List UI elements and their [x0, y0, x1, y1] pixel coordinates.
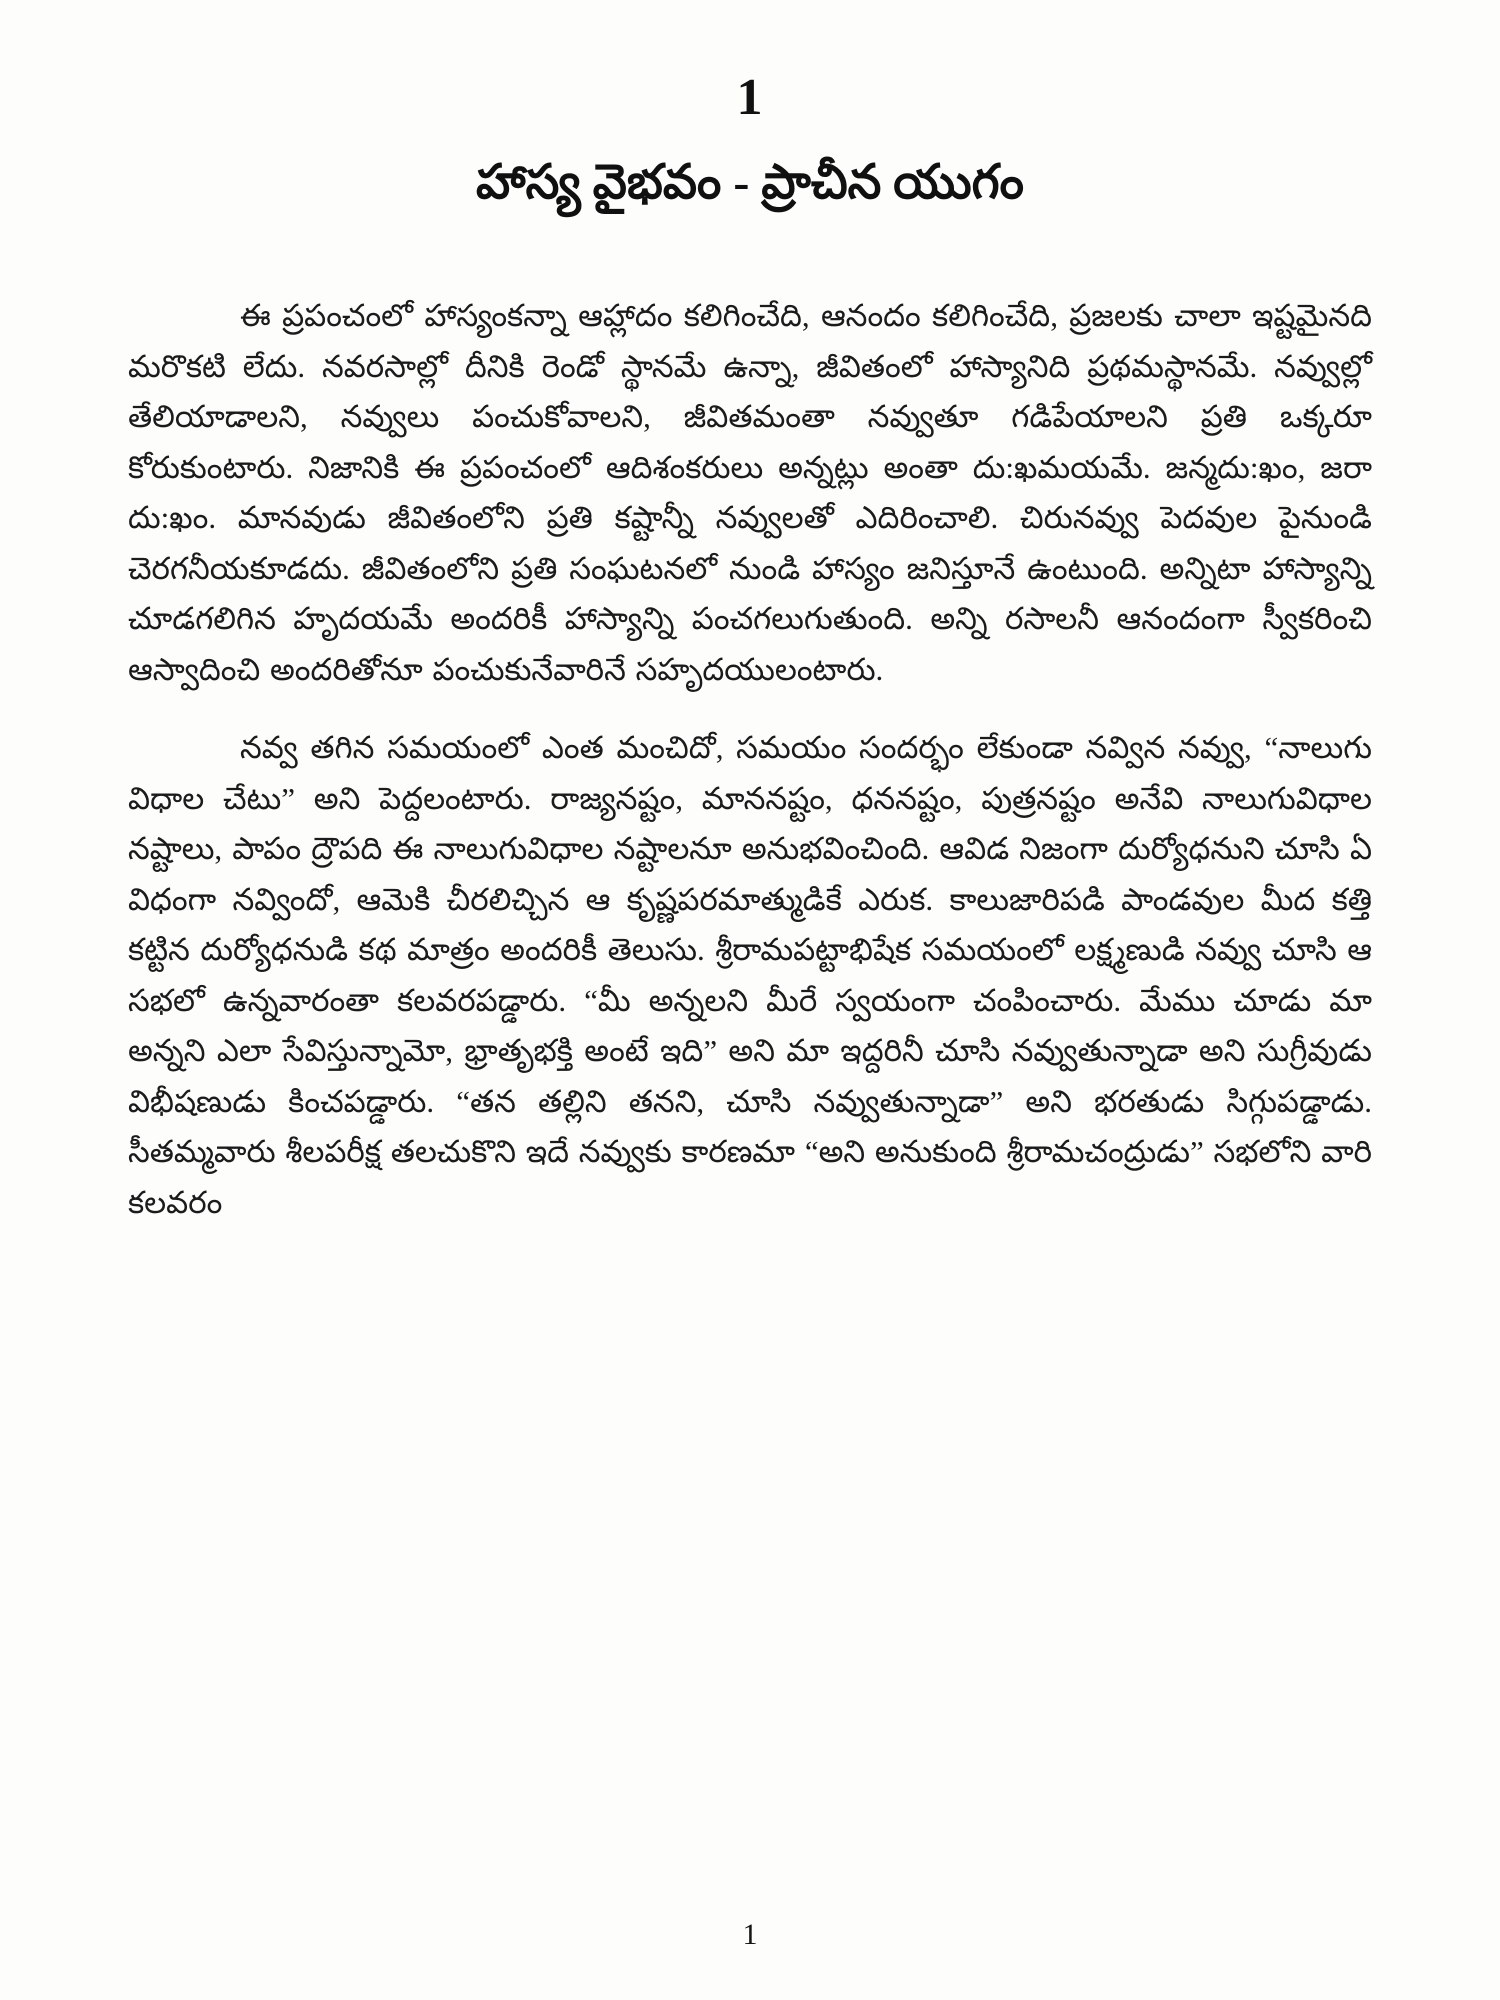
page-number: 1 [742, 1918, 758, 1951]
page-body [128, 291, 1372, 1228]
chapter-title: హాస్య వైభవం - ప్రాచీన యుగం [476, 156, 1024, 209]
paragraph-1: ఈ ప్రపంచంలో హాస్యంకన్నా ఆహ్లాదం కలిగించేది, ఆనందం కలిగించేది, ప్రజలకు చాలా ఇష్టమైనది మరొకటి లేదు. నవరసాల్లో దీనికి రెండో స్థానమే ఉన్నా, జీవితంలో హాస్యానిది ప్రథమస్థానమే. నవ్వుల్లో తేలియాడాలని, నవ్వులు పంచుకోవాలని, జీవితమంతా నవ్వుతూ గడిపేయాలని ప్రతి ఒక్కరూ కోరుకుంటారు. నిజానికి ఈ ప్రపంచంలో ఆదిశంకరులు అన్నట్లు అంతా దు:ఖమయమే. జన్మదు:ఖం, జరా దు:ఖం. మానవుడు జీవితంలోని ప్రతి కష్టాన్నీ నవ్వులతో ఎదిరించాలి. చిరునవ్వు పెదవుల పైనుండి చెరగనీయకూడదు. జీవితంలోని ప్రతి సంఘటనలో నుండి హాస్యం జనిస్తూనే ఉంటుంది. అన్నిటా హాస్యాన్ని చూడగలిగిన హృదయమే అందరికీ హాస్యాన్ని పంచగలుగుతుంది. అన్ని రసాలనీ ఆనందంగా స్వీకరించి ఆస్వాదించి అందరితోనూ పంచుకునేవారినే సహృదయులంటారు. [128, 298, 1372, 687]
chapter-number: 1 [736, 69, 764, 126]
paragraph-2: నవ్వ తగిన సమయంలో ఎంత మంచిదో, సమయం సందర్భం లేకుండా నవ్విన నవ్వు, “నాలుగు విధాల చేటు” అని పెద్దలంటారు. రాజ్యనష్టం, మాననష్టం, ధననష్టం, పుత్రనష్టం అనేవి నాలుగువిధాల నష్టాలు, పాపం ద్రౌపది ఈ నాలుగువిధాల నష్టాలనూ అనుభవించింది. ఆవిడ నిజంగా దుర్యోధనుని చూసి ఏ విధంగా నవ్విందో, ఆమెకి చీరలిచ్చిన ఆ కృష్ణపరమాత్ముడికే ఎరుక. కాలుజారిపడి పాండవుల మీద కత్తి కట్టిన దుర్యోధనుడి కథ మాత్రం అందరికీ తెలుసు. శ్రీరామపట్టాభిషేక సమయంలో లక్ష్మణుడి నవ్వు చూసి ఆ సభలో ఉన్నవారంతా కలవరపడ్డారు. “మీ అన్నలని మీరే స్వయంగా చంపించారు. మేము చూడు మా అన్నని ఎలా సేవిస్తున్నామో, భ్రాతృభక్తి అంటే ఇది” అని మా ఇద్దరినీ చూసి నవ్వుతున్నాడా అని సుగ్రీవుడు విభీషణుడు కించపడ్డారు. “తన తల్లిని తనని, చూసి నవ్వుతున్నాడా” అని భరతుడు సిగ్గుపడ్డాడు. సీతమ్మవారు శీలపరీక్ష తలచుకొని ఇదే నవ్వుకు కారణమా “అని అనుకుంది శ్రీరామచంద్రుడు” సభలోని వారి కలవరం [128, 730, 1372, 1220]
